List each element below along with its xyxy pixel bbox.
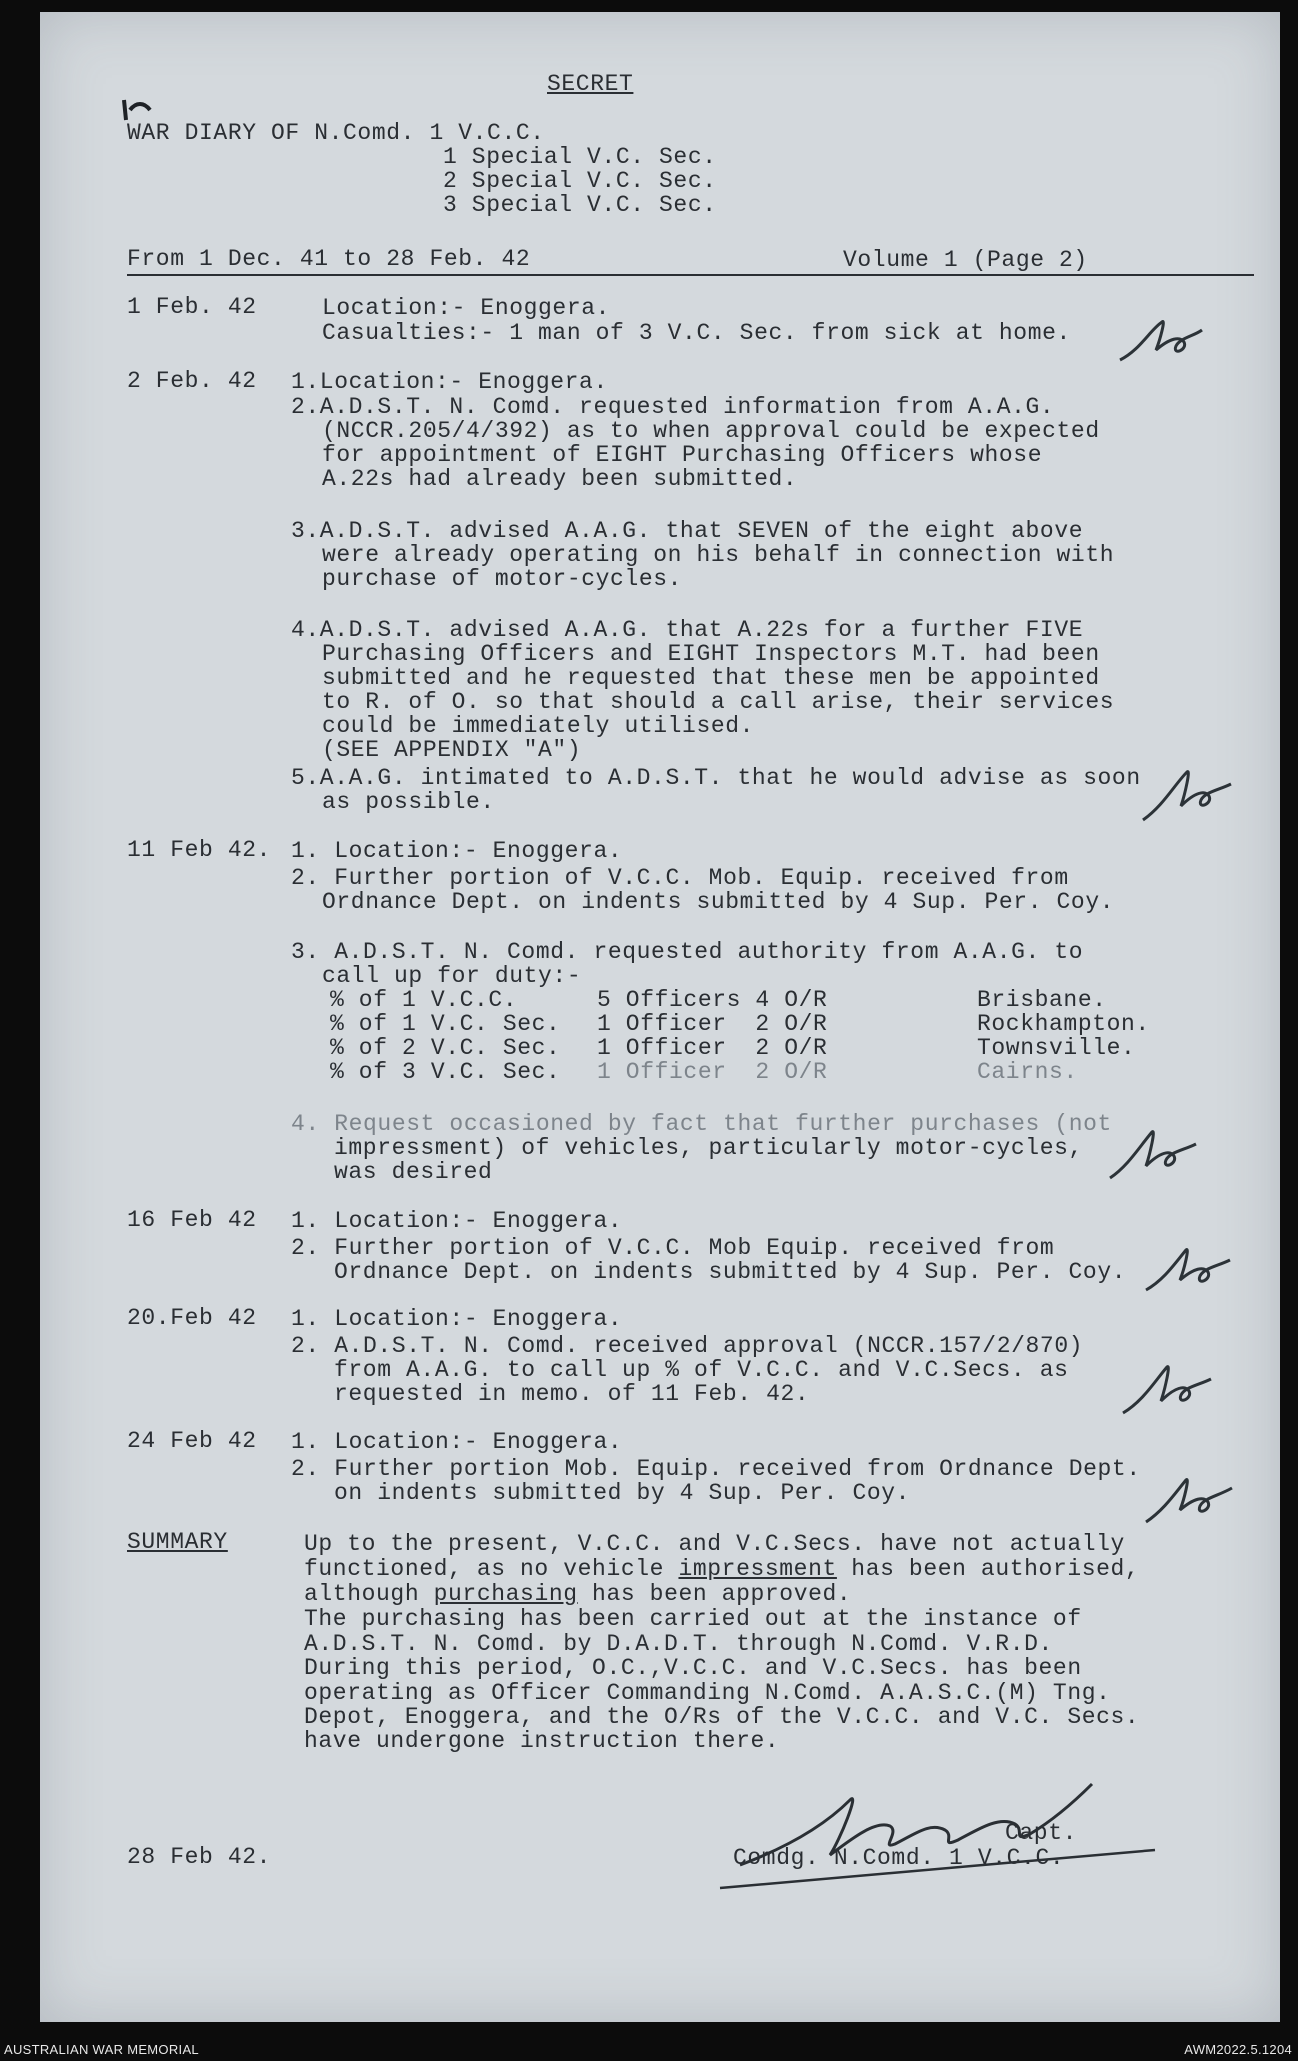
summary-line: A.D.S.T. N. Comd. by D.A.D.T. through N.Comd. V.R.D. — [304, 1631, 1053, 1657]
entry-line: requested in memo. of 11 Feb. 42. — [334, 1381, 810, 1407]
entry-line: Casualties:- 1 man of 3 V.C. Sec. from sick at home. — [322, 320, 1071, 346]
signature-rank: Capt. — [1005, 1820, 1078, 1846]
callup-strength: 1 Officer 2 O/R — [597, 1059, 828, 1085]
war-diary-unit-4: 3 Special V.C. Sec. — [443, 192, 717, 218]
handwritten-initials-mark — [1100, 1120, 1220, 1190]
entry-date: 1 Feb. 42 — [127, 294, 257, 320]
summary-label: SUMMARY — [127, 1529, 228, 1555]
entry-date: 16 Feb 42 — [127, 1207, 257, 1233]
entry-line: (NCCR.205/4/392) as to when approval could be expected — [322, 418, 1100, 444]
handwritten-initials-mark — [1110, 310, 1230, 370]
entry-line: for appointment of EIGHT Purchasing Officers whose — [322, 442, 1043, 468]
war-diary-unit-2: 1 Special V.C. Sec. — [443, 144, 717, 170]
handwritten-initials-mark — [1115, 1355, 1235, 1425]
summary-line: The purchasing has been carried out at the instance of — [304, 1606, 1082, 1632]
entry-line: submitted and he requested that these men be appointed — [322, 665, 1100, 691]
handwritten-initials-mark — [1140, 1240, 1250, 1300]
entry-line: (SEE APPENDIX "A") — [322, 737, 582, 763]
entry-line: could be immediately utilised. — [322, 713, 755, 739]
entry-line: 1. Location:- Enoggera. — [291, 1208, 623, 1234]
entry-date: 2 Feb. 42 — [127, 368, 257, 394]
summary-line: Depot, Enoggera, and the O/Rs of the V.C.C. and V.C. Secs. — [304, 1704, 1140, 1730]
footer-item-id: AWM2022.5.1204 — [1184, 2042, 1292, 2057]
entry-line: Ordnance Dept. on indents submitted by 4 Sup. Per. Coy. — [334, 1259, 1127, 1285]
volume-page: Volume 1 (Page 2) — [843, 247, 1088, 273]
entry-line: on indents submitted by 4 Sup. Per. Coy. — [334, 1480, 911, 1506]
war-diary-unit-3: 2 Special V.C. Sec. — [443, 168, 717, 194]
entry-line: from A.A.G. to call up % of V.C.C. and V.C.Secs. as — [334, 1357, 1069, 1383]
ink-mark — [118, 96, 158, 126]
entry-line: Purchasing Officers and EIGHT Inspectors M.T. had been — [322, 641, 1100, 667]
entry-line: 4.A.D.S.T. advised A.A.G. that A.22s for a further FIVE — [291, 617, 1084, 643]
summary-line: Up to the present, V.C.C. and V.C.Secs. have not actually — [304, 1531, 1125, 1557]
handwritten-initials-mark — [1140, 1470, 1255, 1530]
callup-strength: 5 Officers 4 O/R — [597, 987, 828, 1013]
footer-archive-label: AUSTRALIAN WAR MEMORIAL — [4, 2042, 199, 2057]
signature-title: Comdg. N.Comd. 1 V.C.C. — [733, 1845, 1065, 1871]
callup-place: Rockhampton. — [977, 1011, 1150, 1037]
entry-line: 4. Request occasioned by fact that further purchases (not — [291, 1111, 1112, 1137]
diary-period: From 1 Dec. 41 to 28 Feb. 42 — [127, 246, 531, 272]
entry-line: 1. Location:- Enoggera. — [291, 1429, 623, 1455]
entry-line: to R. of O. so that should a call arise, their services — [322, 689, 1115, 715]
callup-unit: % of 3 V.C. Sec. — [330, 1059, 561, 1085]
summary-line: although purchasing has been approved. — [304, 1581, 852, 1607]
entry-line: 3. A.D.S.T. N. Comd. requested authority from A.A.G. to — [291, 939, 1084, 965]
entry-line: were already operating on his behalf in connection with — [322, 542, 1115, 568]
entry-line: 1. Location:- Enoggera. — [291, 1306, 623, 1332]
entry-date: 24 Feb 42 — [127, 1428, 257, 1454]
entry-line: call up for duty:- — [322, 963, 582, 989]
entry-line: 2. Further portion of V.C.C. Mob. Equip. received from — [291, 865, 1069, 891]
handwritten-initials-mark — [1135, 760, 1255, 830]
entry-line: A.22s had already been submitted. — [322, 466, 798, 492]
callup-unit: % of 1 V.C. Sec. — [330, 1011, 561, 1037]
entry-line: 3.A.D.S.T. advised A.A.G. that SEVEN of the eight above — [291, 518, 1084, 544]
summary-line: operating as Officer Commanding N.Comd. A.A.S.C.(M) Tng. — [304, 1680, 1111, 1706]
entry-line: 1.Location:- Enoggera. — [291, 369, 608, 395]
signature-date: 28 Feb 42. — [127, 1844, 272, 1870]
entry-date: 20.Feb 42 — [127, 1305, 257, 1331]
summary-line: functioned, as no vehicle impressment has been authorised, — [304, 1556, 1140, 1582]
entry-line: Ordnance Dept. on indents submitted by 4 Sup. Per. Coy. — [322, 889, 1115, 915]
secret-heading: SECRET — [547, 71, 634, 97]
entry-line: 1. Location:- Enoggera. — [291, 838, 623, 864]
entry-line: as possible. — [322, 789, 495, 815]
callup-place: Brisbane. — [977, 987, 1107, 1013]
summary-line: have undergone instruction there. — [304, 1728, 780, 1754]
entry-line: purchase of motor-cycles. — [322, 566, 683, 592]
entry-line: 5.A.A.G. intimated to A.D.S.T. that he would advise as soon — [291, 765, 1141, 791]
entry-line: impressment) of vehicles, particularly motor-cycles, — [334, 1135, 1083, 1161]
callup-unit: % of 1 V.C.C. — [330, 987, 518, 1013]
entry-line: 2. Further portion of V.C.C. Mob Equip. received from — [291, 1235, 1055, 1261]
summary-line: During this period, O.C.,V.C.C. and V.C.Secs. has been — [304, 1655, 1082, 1681]
entry-line: was desired — [334, 1159, 493, 1185]
commander-signature — [700, 1760, 1170, 1900]
header-rule — [127, 274, 1254, 276]
callup-strength: 1 Officer 2 O/R — [597, 1035, 828, 1061]
entry-date: 11 Feb 42. — [127, 837, 272, 863]
callup-place: Cairns. — [977, 1059, 1078, 1085]
entry-line: Location:- Enoggera. — [322, 295, 611, 321]
entry-line: 2.A.D.S.T. N. Comd. requested information from A.A.G. — [291, 394, 1055, 420]
callup-place: Townsville. — [977, 1035, 1136, 1061]
war-diary-title: WAR DIARY OF N.Comd. 1 V.C.C. — [127, 120, 545, 146]
callup-strength: 1 Officer 2 O/R — [597, 1011, 828, 1037]
entry-line: 2. A.D.S.T. N. Comd. received approval (NCCR.157/2/870) — [291, 1333, 1084, 1359]
entry-line: 2. Further portion Mob. Equip. received from Ordnance Dept. — [291, 1456, 1141, 1482]
callup-unit: % of 2 V.C. Sec. — [330, 1035, 561, 1061]
